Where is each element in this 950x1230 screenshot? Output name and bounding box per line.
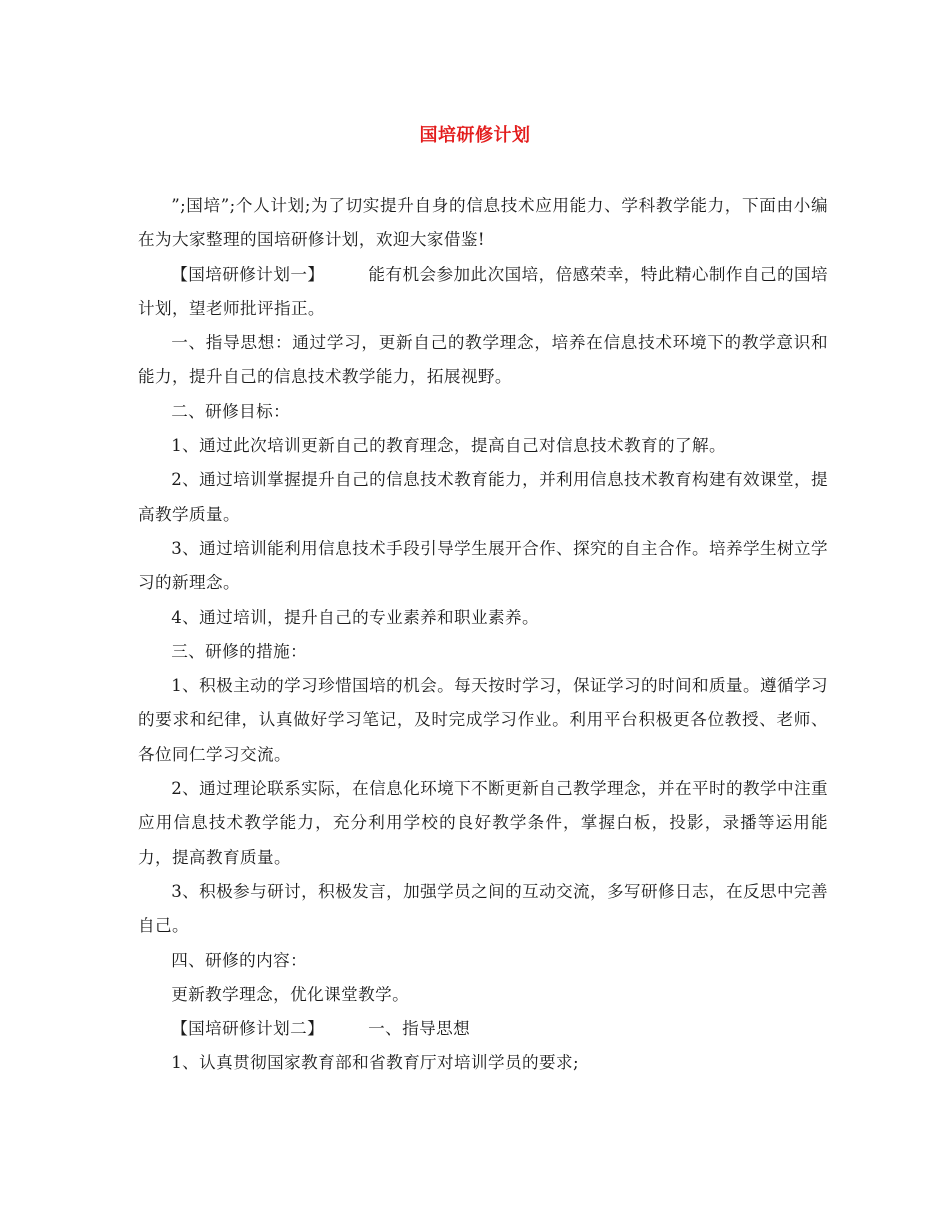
paragraph-goals-heading bbox=[138, 395, 828, 429]
paragraph-plan-one bbox=[138, 258, 828, 327]
paragraph-goal-2 bbox=[138, 463, 828, 532]
paragraph-measures-heading bbox=[138, 635, 828, 669]
paragraph-guiding-idea bbox=[138, 326, 828, 395]
paragraph-plan-two bbox=[138, 1012, 828, 1046]
paragraph-text: 能有机会参加此次国培，倍感荣幸，特此精心制作自己的国培计划，望老师批评指正。 bbox=[138, 264, 828, 318]
paragraph-plan-two-item-1 bbox=[138, 1046, 828, 1080]
paragraph-text: 四、研修的内容： bbox=[171, 950, 308, 970]
paragraph-goal-1 bbox=[138, 429, 828, 463]
paragraph-text: 2、通过理论联系实际，在信息化环境下不断更新自己教学理念，并在平时的教学中注重应用信息技术教学能力，充分利用学校的良好教学条件，掌握白板，投影，录播等运用能力，提高教育质量。 bbox=[138, 779, 828, 867]
paragraph-text: 2、通过培训掌握提升自己的信息技术教育能力，并利用信息技术教育构建有效课堂，提高教学质量。 bbox=[138, 470, 828, 524]
paragraph-measure-1 bbox=[138, 669, 828, 772]
paragraph-text: 一、指导思想：通过学习，更新自己的教学理念，培养在信息技术环境下的教学意识和能力，提升自己的信息技术教学能力，拓展视野。 bbox=[138, 333, 828, 387]
paragraph-text: 二、研修目标： bbox=[171, 401, 291, 421]
paragraph-text: 1、积极主动的学习珍惜国培的机会。每天按时学习，保证学习的时间和质量。遵循学习的要求和纪律，认真做好学习笔记，及时完成学习作业。利用平台积极更各位教授、老师、各位同仁学习交流。 bbox=[138, 676, 828, 764]
document-body bbox=[138, 189, 828, 1081]
paragraph-text: 1、通过此次培训更新自己的教育理念，提高自己对信息技术教育的了解。 bbox=[171, 436, 726, 456]
paragraph-content bbox=[138, 978, 828, 1012]
paragraph-measure-2 bbox=[138, 772, 828, 875]
paragraph-text: 更新教学理念，优化课堂教学。 bbox=[171, 984, 410, 1004]
paragraph-intro bbox=[138, 189, 828, 258]
paragraph-text: 一、指导思想 bbox=[368, 1019, 471, 1039]
paragraph-content-heading bbox=[138, 944, 828, 978]
paragraph-text: 4、通过培训，提升自己的专业素养和职业素养。 bbox=[171, 607, 540, 627]
paragraph-goal-3 bbox=[138, 532, 828, 601]
section-heading: 【国培研修计划一】 bbox=[171, 264, 325, 284]
section-heading: 【国培研修计划二】 bbox=[171, 1019, 325, 1039]
paragraph-measure-3 bbox=[138, 875, 828, 944]
paragraph-text: 3、通过培训能利用信息技术手段引导学生展开合作、探究的自主合作。培养学生树立学习的新理念。 bbox=[138, 538, 828, 593]
document-title: 国培研修计划 bbox=[419, 125, 531, 146]
paragraph-goal-4 bbox=[138, 601, 828, 635]
paragraph-text: 3、积极参与研讨，积极发言，加强学员之间的互动交流，多写研修日志，在反思中完善自己。 bbox=[138, 881, 828, 936]
paragraph-text: ”;国培”;个人计划;为了切实提升自身的信息技术应用能力、学科教学能力，下面由小编在为大家整理的国培研修计划，欢迎大家借鉴! bbox=[138, 196, 828, 250]
paragraph-text: 1、认真贯彻国家教育部和省教育厅对培训学员的要求; bbox=[171, 1053, 579, 1073]
paragraph-text: 三、研修的措施： bbox=[171, 641, 308, 661]
